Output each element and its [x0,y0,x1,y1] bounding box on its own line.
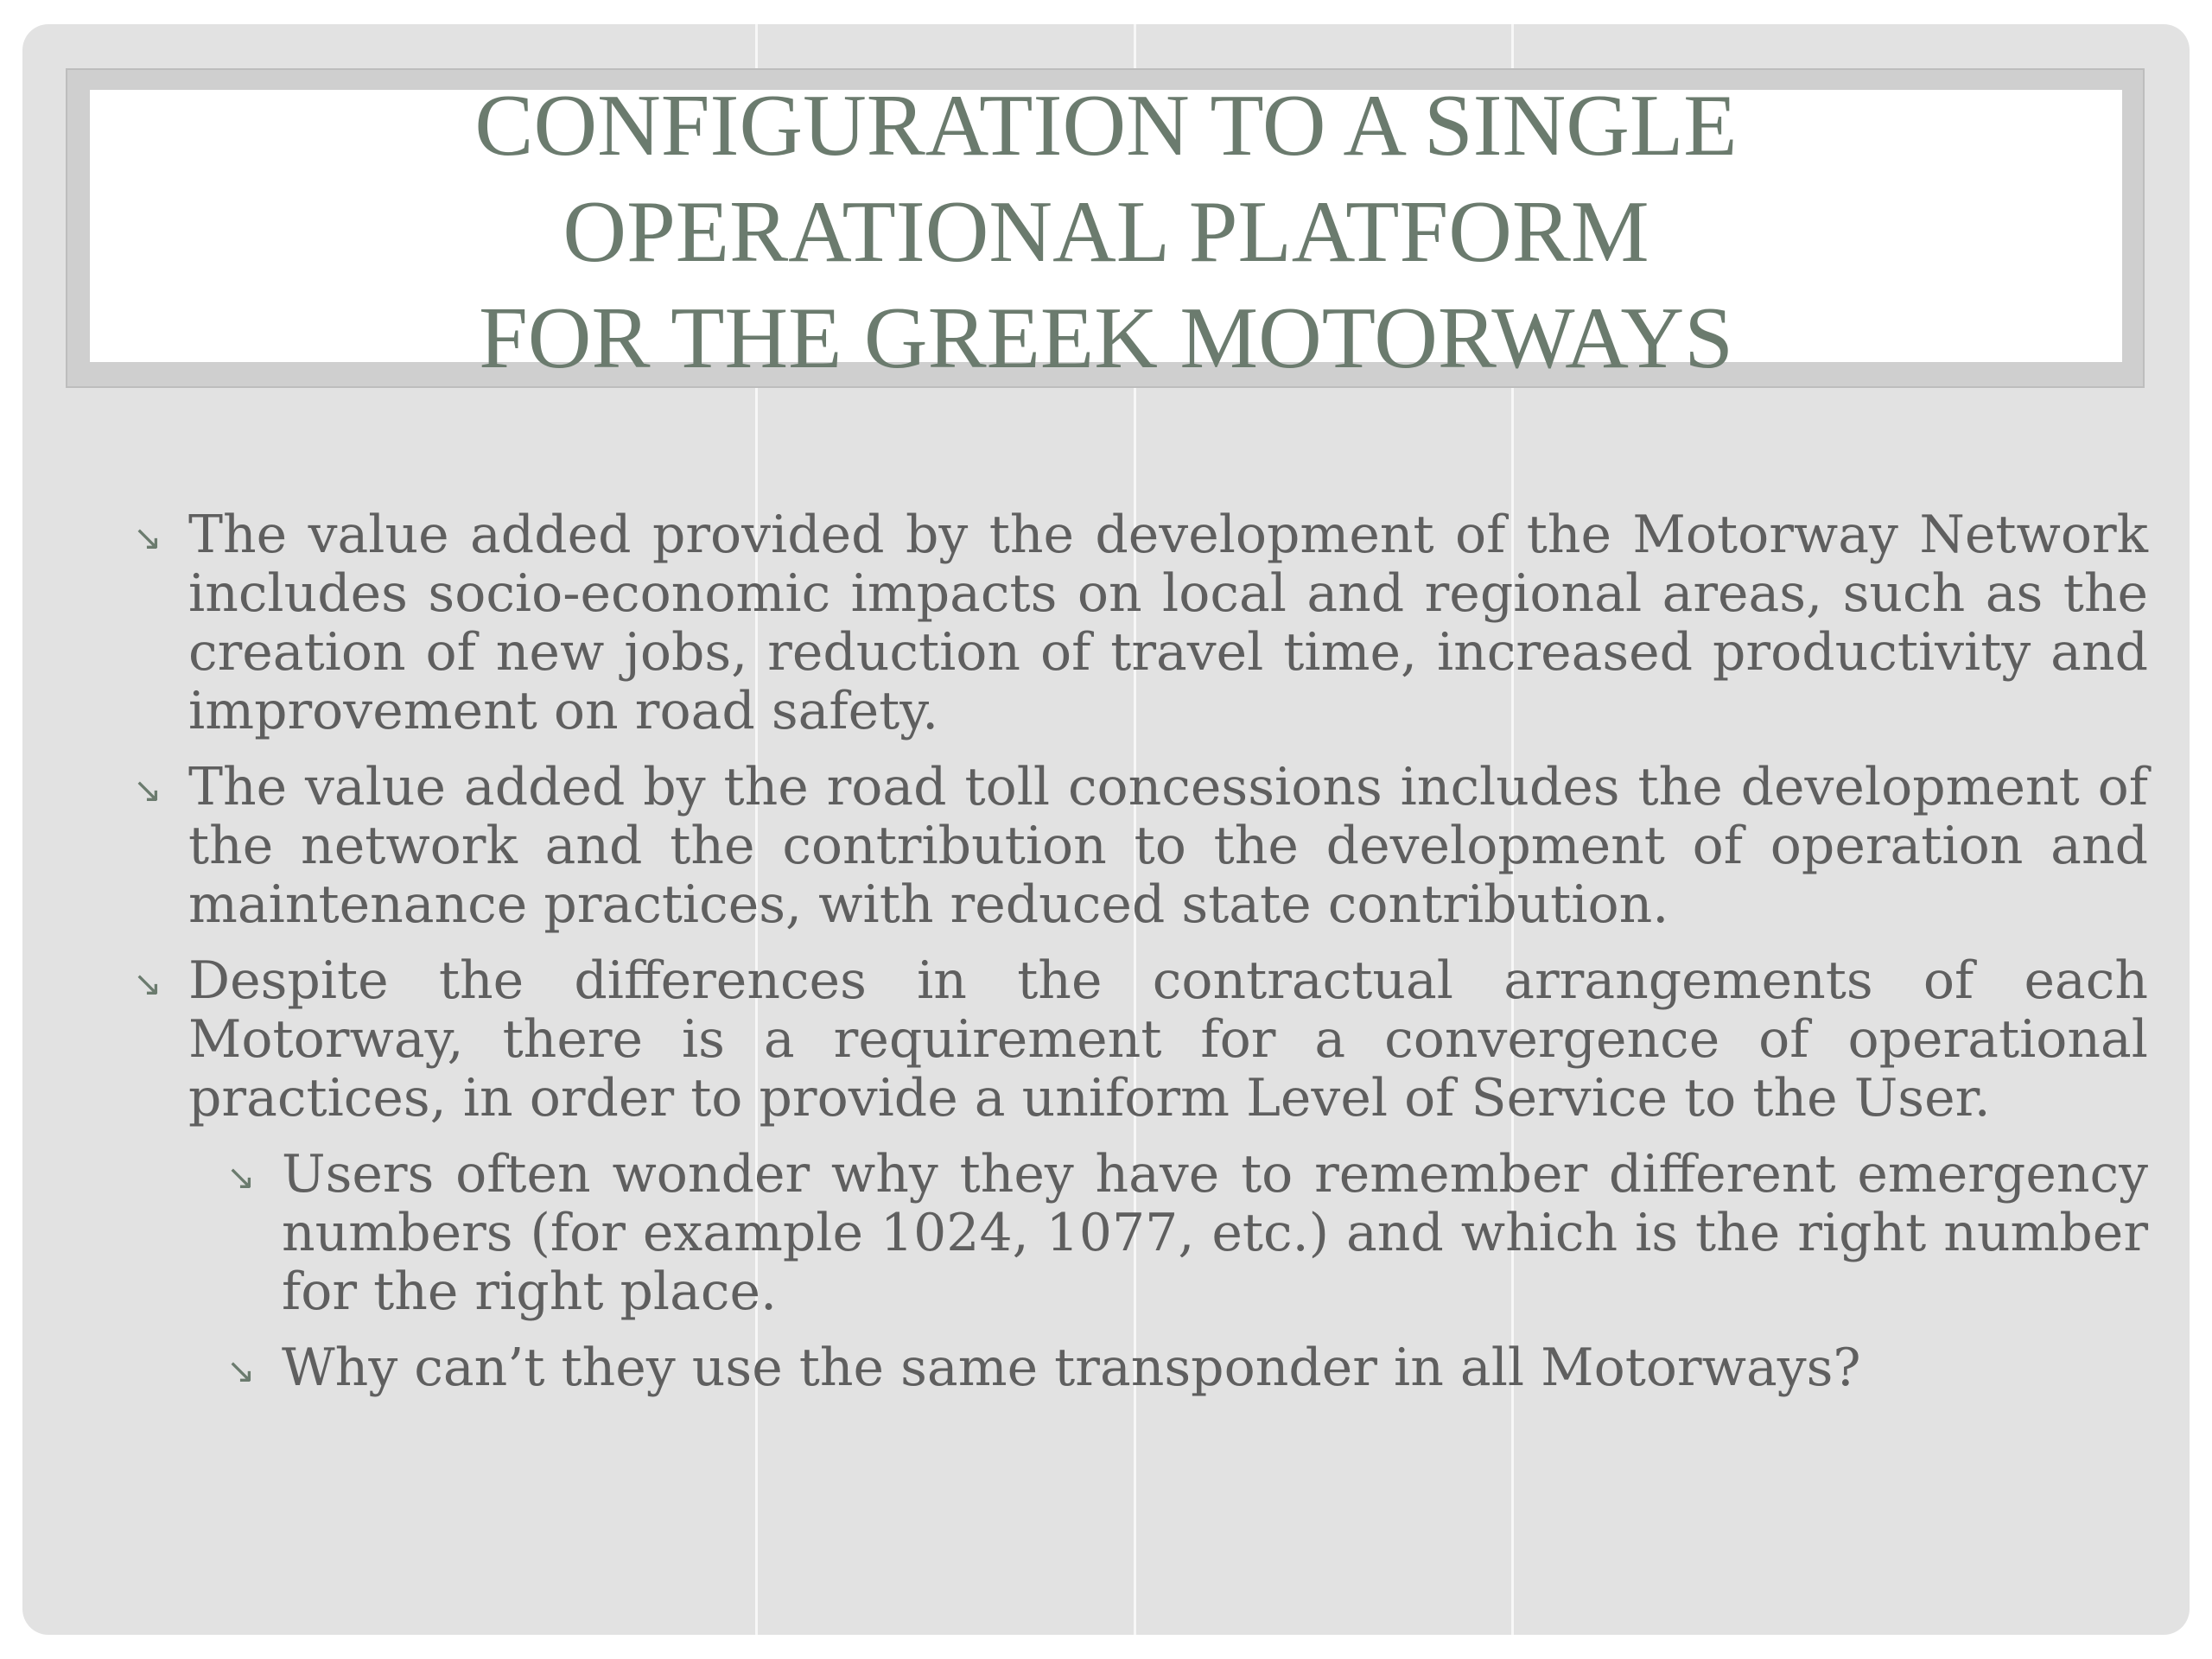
arrow-down-right-icon: ↘ [226,1158,256,1198]
arrow-down-right-icon: ↘ [133,964,162,1004]
bullet-text: Why can’t they use the same transponder in all Motorways? [282,1338,1861,1398]
title-line: FOR THE GREEK MOTORWAYS [479,289,1733,387]
bullet-item [109,951,2148,1128]
arrow-down-right-icon: ↘ [226,1351,256,1391]
title-line: OPERATIONAL PLATFORM [563,183,1649,281]
bullet-text: The value added provided by the development of the Motorway Network includes socio-economic impacts on local and regional areas, such as the creation of new jobs, reduction of travel time, increased productivity and improvement on road safety. [188,505,2148,741]
arrow-down-right-icon: ↘ [133,518,162,558]
bullet-list [109,505,2148,1414]
sub-bullet-item [109,1145,2148,1321]
bullet-text: The value added by the road toll concessions includes the development of the network and the contribution to the development of operation and maintenance practices, with reduced state contribution. [188,757,2148,935]
bullet-text: Users often wonder why they have to remember different emergency numbers (for example 1024, 1077, etc.) and which is the right number for the right place. [282,1144,2148,1322]
title-line: CONFIGURATION TO A SINGLE [474,77,1738,175]
bullet-item [109,758,2148,934]
bullet-text: Despite the differences in the contractual arrangements of each Motorway, there is a requirement for a convergence of operational practices, in order to provide a uniform Level of Service to the User. [188,950,2148,1128]
sub-bullet-item [109,1338,2148,1397]
slide [22,24,2190,1635]
slide-title [90,73,2122,391]
arrow-down-right-icon: ↘ [133,771,162,810]
bullet-item [109,505,2148,741]
